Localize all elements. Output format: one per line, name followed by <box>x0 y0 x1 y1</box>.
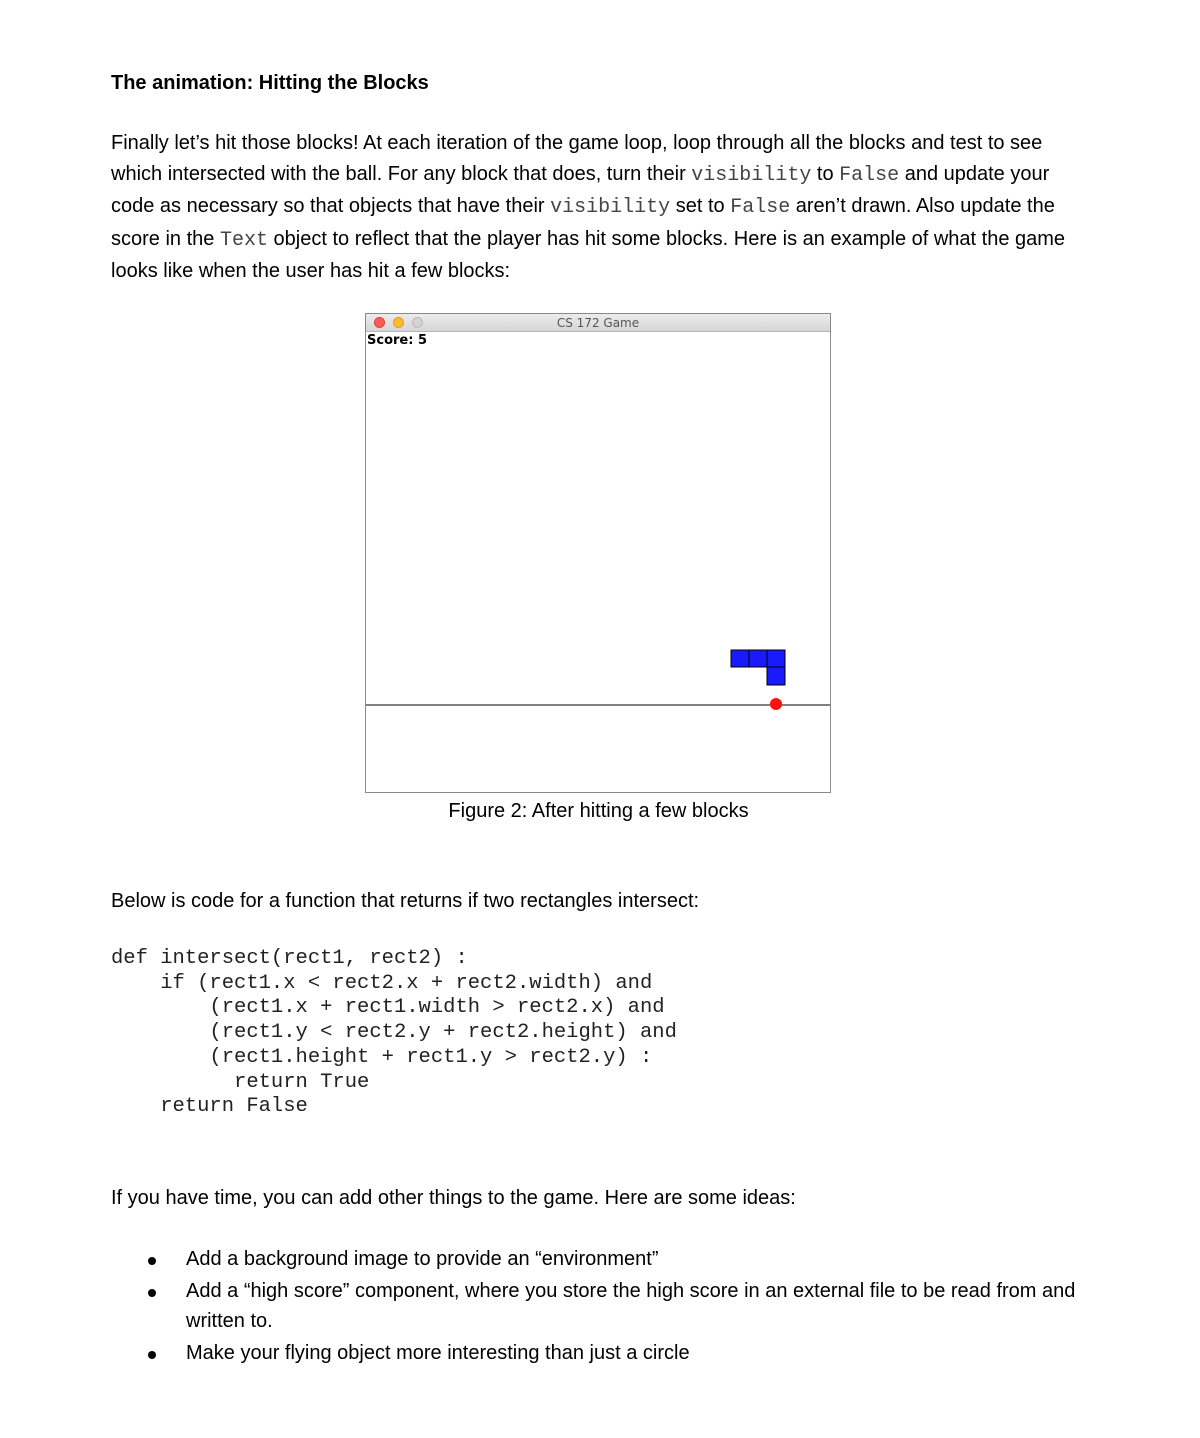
idea-list-item <box>111 1244 1086 1275</box>
ideas-list <box>111 1244 1086 1369</box>
idea-list-item <box>111 1338 1086 1369</box>
paragraph-text: to <box>811 162 840 185</box>
window-title: CS 172 Game <box>556 316 640 330</box>
idea-text: Make your flying object more interesting than just a circle <box>186 1341 690 1364</box>
inline-code: Text <box>219 228 268 252</box>
paragraph-text: object to reflect that the player has hit some blocks. Here is an example of what the game looks like when the user has hit a few blocks: <box>111 227 1066 283</box>
paragraph-text: and update your code as necessary so that objects that have their <box>111 162 1050 218</box>
ball <box>770 698 782 710</box>
ideas-intro-paragraph: If you have time, you can add other things to the game. Here are some ideas: <box>111 1187 796 1209</box>
block <box>731 650 749 667</box>
inline-code: visibility <box>550 196 671 220</box>
code-line: (rect1.height + rect1.y > rect2.y) : <box>111 1045 653 1069</box>
inline-code: visibility <box>691 163 812 187</box>
figure-caption: Figure 2: After hitting a few blocks <box>448 800 749 822</box>
bullet-icon <box>148 1257 156 1265</box>
idea-text: Add a “high score” component, where you store the high score in an external file to be read from and written to. <box>186 1279 1076 1333</box>
block <box>767 650 785 667</box>
idea-list-item <box>111 1276 1086 1337</box>
code-line: def intersect(rect1, rect2) : <box>111 947 468 970</box>
inline-code: False <box>730 196 791 220</box>
idea-text: Add a background image to provide an “environment” <box>186 1248 659 1270</box>
paragraph-text: Finally let’s hit those blocks! At each iteration of the game loop, loop through all the blocks and test to see which intersected with the ball. For any block that does, turn their <box>111 132 1043 185</box>
block <box>749 650 767 667</box>
inline-code: False <box>839 163 900 187</box>
game-window-figure <box>365 313 831 793</box>
code-line: if (rect1.x < rect2.x + rect2.width) and <box>111 971 653 995</box>
code-line: return True <box>111 1070 370 1094</box>
bullet-icon <box>148 1289 156 1297</box>
code-line: (rect1.y < rect2.y + rect2.height) and <box>111 1021 677 1045</box>
game-canvas <box>366 332 830 792</box>
paragraph-text: aren’t drawn. Also update the score in the <box>111 195 1055 250</box>
code-line: return False <box>111 1095 308 1119</box>
bullet-icon <box>148 1351 156 1359</box>
block <box>767 667 785 685</box>
intro-paragraph <box>111 128 1086 287</box>
code-line: (rect1.x + rect1.width > rect2.x) and <box>111 996 665 1020</box>
window-titlebar <box>366 314 830 332</box>
score-text: Score: 5 <box>367 333 427 348</box>
code-intro-paragraph: Below is code for a function that returns if two rectangles intersect: <box>111 890 700 912</box>
paragraph-text: set to <box>670 195 731 218</box>
section-heading: The animation: Hitting the Blocks <box>111 72 429 94</box>
code-block <box>111 947 677 1120</box>
